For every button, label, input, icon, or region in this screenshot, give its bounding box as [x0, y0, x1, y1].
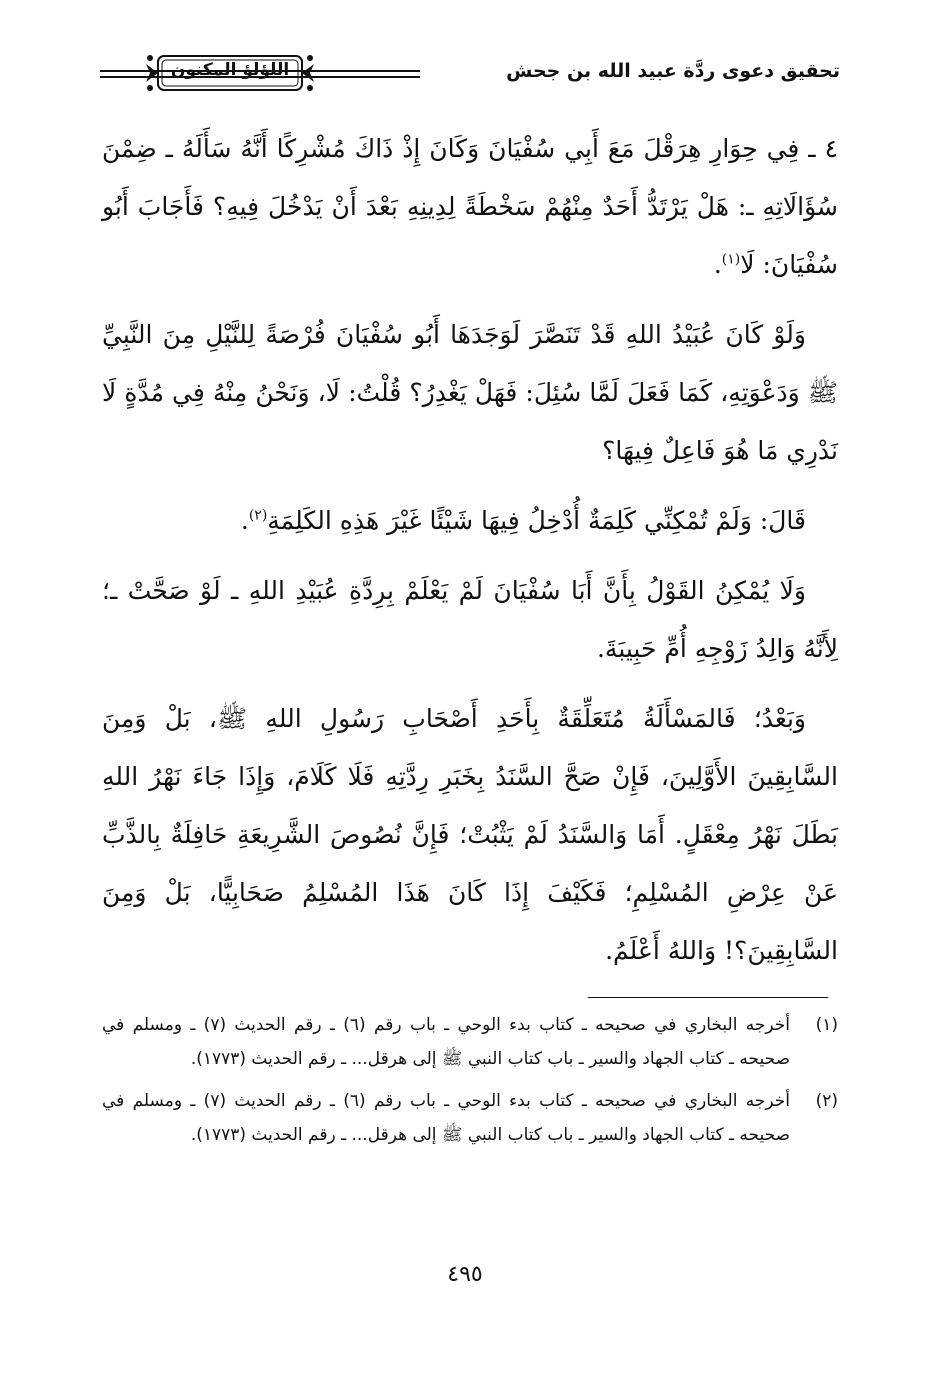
header-section-title: تحقيق دعوى ردَّة عبيد الله بن جحش [506, 60, 840, 82]
footnote-text: أخرجه البخاري في صحيحه ـ كتاب بدء الوحي ـ باب رقم (٦) ـ رقم الحديث (٧) ـ ومسلم في صحيحه ـ كتاب الجهاد والسير ـ باب كتاب النبي ﷺ إلى هرقل... ـ رقم الحديث (١٧٧٣). [102, 1091, 791, 1145]
page-number: ٤٩٥ [447, 1262, 483, 1287]
paragraph: وَلَا يُمْكِنُ القَوْلُ بِأَنَّ أَبَا سُفْيَانَ لَمْ يَعْلَمْ بِرِدَّةِ عُبَيْدِ اللهِ ـ لَوْ صَحَّتْ ـ؛ لِأَنَّهُ وَالِدُ زَوْجِهِ أُمِّ حَبِيبَةَ. [102, 576, 838, 663]
footnote-number: (١) [815, 1015, 838, 1035]
header-book-title: اللؤلؤ المكنون [170, 60, 290, 80]
footnote-separator [588, 997, 828, 998]
ornament-frame [140, 50, 320, 96]
footnote-marker: (١) [721, 251, 741, 268]
footnote-number: (٢) [815, 1091, 838, 1111]
main-text [102, 120, 838, 992]
footnote-marker: (٢) [248, 507, 268, 524]
footnote-text: أخرجه البخاري في صحيحه ـ كتاب بدء الوحي ـ باب رقم (٦) ـ رقم الحديث (٧) ـ ومسلم في صحيحه ـ كتاب الجهاد والسير ـ باب كتاب النبي ﷺ إلى هرقل... ـ رقم الحديث (١٧٧٣). [102, 1015, 791, 1069]
paragraph: ٤ ـ فِي حِوَارِ هِرَقْلَ مَعَ أَبِي سُفْيَانَ وَكَانَ إِذْ ذَاكَ مُشْرِكًا أَنَّهُ سَأَلَهُ ـ ضِمْنَ سُؤَالَاتِهِ ـ: هَلْ يَرْتَدُّ أَحَدٌ مِنْهُمْ سَخْطَةً لِدِينِهِ بَعْدَ أَنْ يَدْخُلَ فِيهِ؟ فَأَجَابَ أَبُو سُفْيَانَ: لَا$^{(١)}$. [102, 134, 838, 279]
footnote [102, 1084, 838, 1152]
paragraph: وَبَعْدُ؛ فَالمَسْأَلَةُ مُتَعَلِّقَةٌ بِأَحَدِ أَصْحَابِ رَسُولِ اللهِ ﷺ، بَلْ وَمِنَ السَّابِقِينَ الأَوَّلِينَ، فَإِنْ صَحَّ السَّنَدُ بِخَبَرِ رِدَّتِهِ فَلَا كَلَامَ، وَإِذَا جَاءَ نَهْرُ اللهِ بَطَلَ نَهْرُ مِعْقَلٍ. أَمَا وَالسَّنَدُ لَمْ يَثْبُتْ؛ فَإِنَّ نُصُوصَ الشَّرِيعَةِ حَافِلَةٌ بِالذَّبِّ عَنْ عِرْضِ المُسْلِمِ؛ فَكَيْفَ إِذَا كَانَ هَذَا المُسْلِمُ صَحَابِيًّا، بَلْ وَمِنَ السَّابِقِينَ؟! وَاللهُ أَعْلَمُ. [102, 704, 838, 965]
paragraph: وَلَوْ كَانَ عُبَيْدُ اللهِ قَدْ تَنَصَّرَ لَوَجَدَهَا أَبُو سُفْيَانَ فُرْصَةً لِلنَّيْلِ مِنَ النَّبِيِّ ﷺ وَدَعْوَتِهِ، كَمَا فَعَلَ لَمَّا سُئِلَ: فَهَلْ يَغْدِرُ؟ قُلْتُ: لَا، وَنَحْنُ مِنْهُ فِي مُدَّةٍ لَا نَدْرِي مَا هُوَ فَاعِلٌ فِيهَا؟ [102, 320, 839, 465]
header-rule [100, 70, 135, 78]
footnotes [102, 1008, 838, 1160]
paragraph: قَالَ: وَلَمْ تُمْكِنِّي كَلِمَةٌ أُدْخِلُ فِيهَا شَيْئًا غَيْرَ هَذِهِ الكَلِمَةِ$^{(٢)}$. [240, 506, 806, 535]
footnote [102, 1008, 838, 1076]
running-header [100, 48, 840, 104]
